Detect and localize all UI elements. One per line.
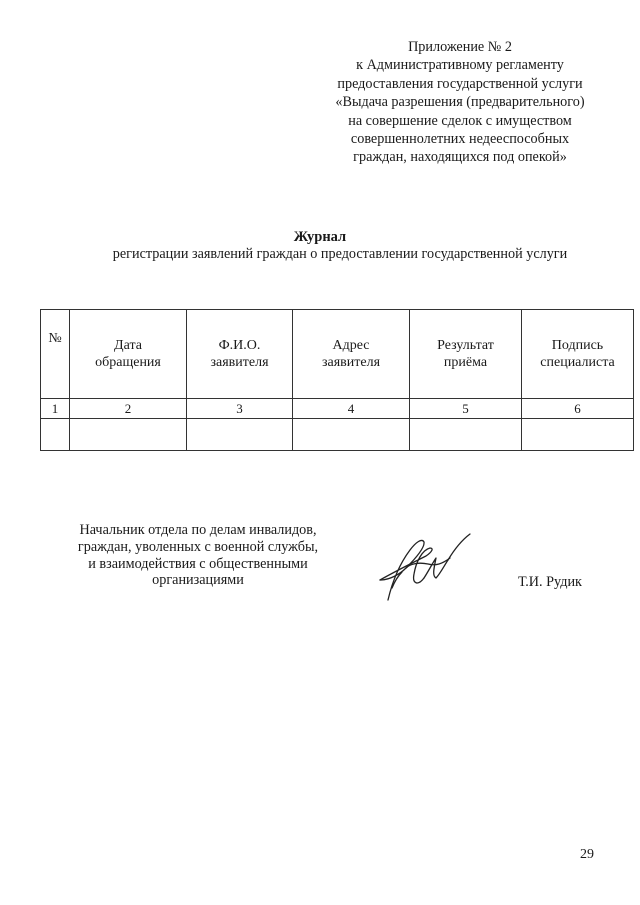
header-label: специалиста xyxy=(540,355,615,370)
signer-position-line: Начальник отдела по делам инвалидов, xyxy=(79,522,317,538)
appendix-line: «Выдача разрешения (предварительного) xyxy=(335,94,585,111)
header-cell-date xyxy=(70,310,187,399)
table-row xyxy=(41,419,634,451)
signer-position-line: граждан, уволенных с военной службы, xyxy=(77,538,319,555)
signer-position-line: и взаимодействия с общественными xyxy=(88,555,308,572)
empty-cell xyxy=(522,419,634,451)
empty-cell xyxy=(41,419,70,451)
table-number-row xyxy=(41,399,634,419)
column-number-cell: 1 xyxy=(41,399,70,419)
column-number-cell: 2 xyxy=(70,399,187,419)
appendix-line: граждан, находящихся под опекой» xyxy=(353,149,567,166)
header-cell-number xyxy=(41,310,70,399)
header-label: Дата xyxy=(114,338,142,353)
header-cell-name xyxy=(187,310,293,399)
signer-name: Т.И. Рудик xyxy=(518,574,582,590)
header-label: Подпись xyxy=(551,338,604,353)
header-label: заявителя xyxy=(210,355,269,370)
header-label: Ф.И.О. xyxy=(218,338,261,353)
column-number-cell: 4 xyxy=(293,399,410,419)
appendix-block xyxy=(300,38,620,167)
column-number-cell: 5 xyxy=(410,399,522,419)
column-number-cell: 6 xyxy=(522,399,634,419)
header-label: Результат xyxy=(437,338,494,353)
appendix-line: Приложение № 2 xyxy=(408,39,512,55)
appendix-line: совершеннолетних недееспособных xyxy=(350,131,570,148)
header-cell-result xyxy=(410,310,522,399)
journal-subtitle: регистрации заявлений граждан о предоставлении государственной услуги xyxy=(112,246,568,262)
signer-position xyxy=(65,522,331,589)
header-label: обращения xyxy=(95,355,161,370)
empty-cell xyxy=(410,419,522,451)
header-label: № xyxy=(48,331,62,346)
header-cell-address xyxy=(293,310,410,399)
header-label: Адрес xyxy=(332,338,370,353)
empty-cell xyxy=(293,419,410,451)
header-label: приёма xyxy=(443,355,488,370)
handwritten-signature xyxy=(370,528,480,606)
table-header-row xyxy=(41,310,634,399)
empty-cell xyxy=(187,419,293,451)
signer-position-line: организациями xyxy=(152,572,244,589)
column-number-cell: 3 xyxy=(187,399,293,419)
journal-title: Журнал xyxy=(293,229,347,245)
registration-table xyxy=(40,309,634,451)
header-cell-signature xyxy=(522,310,634,399)
appendix-line: предоставления государственной услуги xyxy=(337,75,583,92)
appendix-line: к Административному регламенту xyxy=(356,57,564,74)
header-label: заявителя xyxy=(321,355,381,370)
page-number: 29 xyxy=(580,847,594,862)
appendix-line: на совершение сделок с имуществом xyxy=(348,112,572,129)
empty-cell xyxy=(70,419,187,451)
